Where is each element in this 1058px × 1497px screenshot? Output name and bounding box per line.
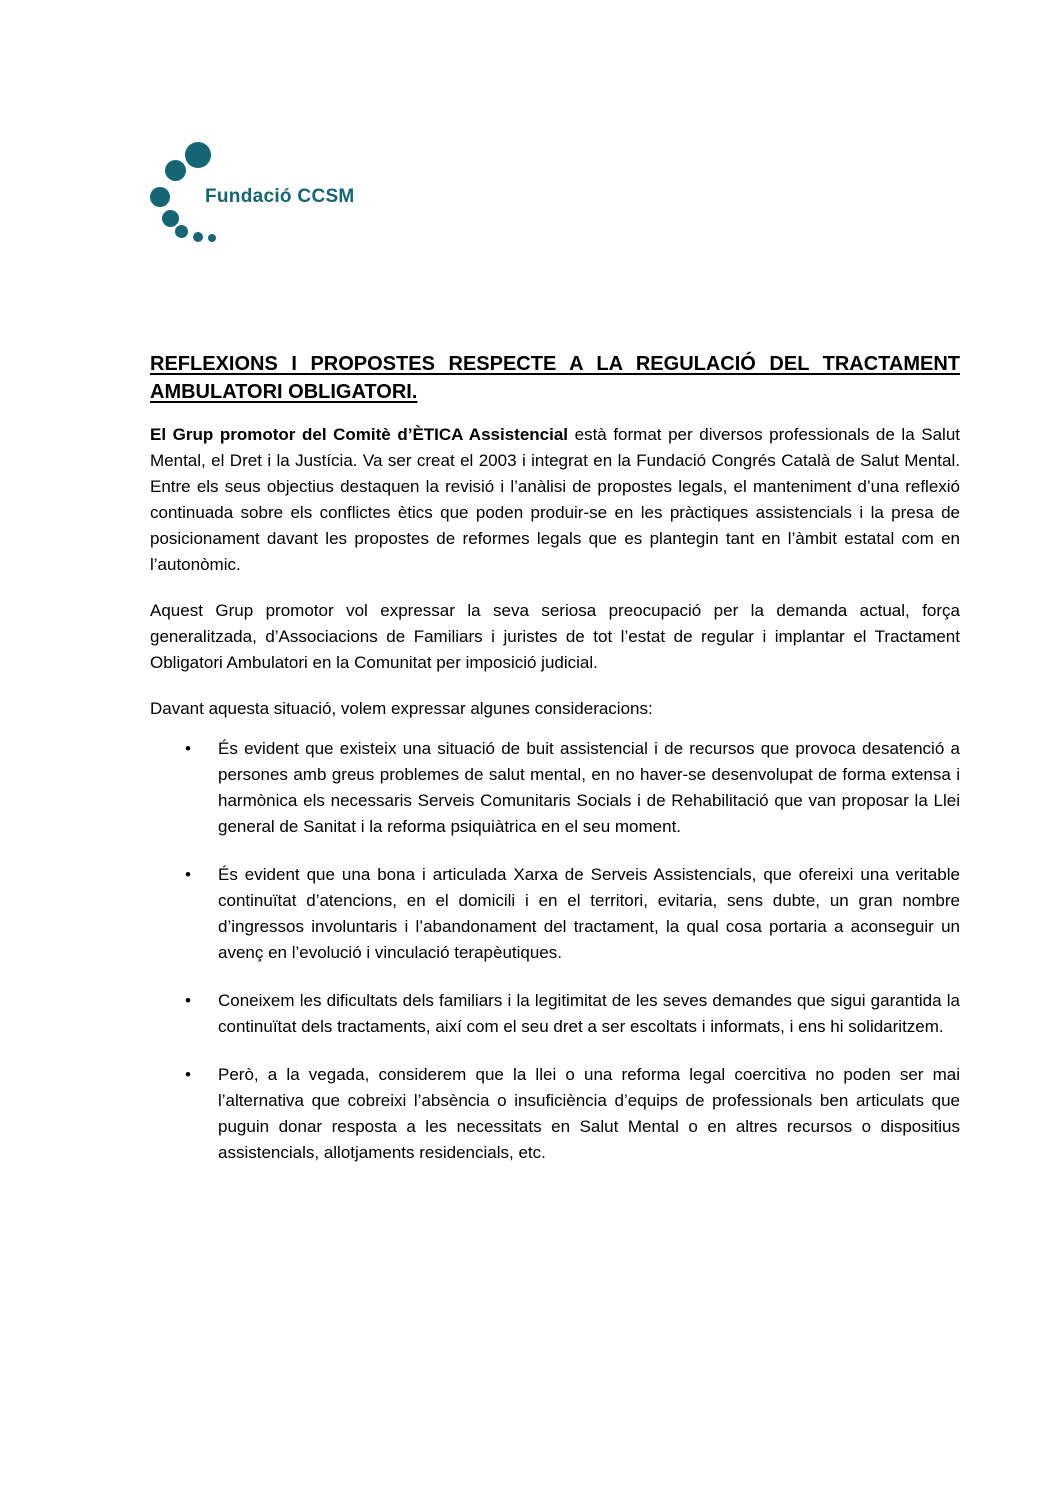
considerations-list [150,736,960,1166]
list-item [150,862,960,966]
logo-dot [165,160,186,181]
logo-dot [208,234,216,242]
bullet-icon: • [185,1065,191,1084]
logo-dot [175,225,188,238]
document-title: REFLEXIONS I PROPOSTES RESPECTE A LA REGULACIÓ DEL TRACTAMENT AMBULATORI OBLIGATORI. [150,353,960,403]
list-item-text: És evident que una bona i articulada Xarxa de Serveis Assistencials, que ofereixi una veritable continuïtat d’atencions, en el domicili i en el territori, evitaria, sens dubte, un gran nombre d’ingressos involuntaris i l’abandonament del tractament, la qual cosa portaria a aconseguir un avenç en l’evolució i vinculació terapèutiques. [218,865,960,962]
logo-wordmark: Fundació CCSM [205,186,355,207]
intro-paragraph-rest: està format per diversos professionals de la Salut Mental, el Dret i la Justícia. Va ser creat el 2003 i integrat en la Fundació Congrés Català de Salut Mental. Entre els seus objectius destaquen la revisió i l’anàlisi de propostes legals, el manteniment d’una reflexió continuada sobre els conflictes ètics que poden produir-se en les pràctiques assistencials i la presa de posicionament davant les propostes de reformes legals que es plantegin tant en l’àmbit estatal com en l’autonòmic. [150,425,960,574]
list-item [150,1062,960,1166]
list-item-text: És evident que existeix una situació de buit assistencial i de recursos que provoca desatenció a persones amb greus problemes de salut mental, en no haver-se desenvolupat de forma extensa i harmònica els necessaris Serveis Comunitaris Socials i de Rehabilitació que van proposar la Llei general de Sanitat i la reforma psiquiàtrica en el seu moment. [218,739,960,836]
fundacio-ccsm-logo [150,140,450,250]
bullet-icon: • [185,739,191,758]
bullet-icon: • [185,991,191,1010]
paragraph-concern: Aquest Grup promotor vol expressar la seva seriosa preocupació per la demanda actual, força generalitzada, d’Associacions de Familiars i juristes de tot l’estat de regular i implantar el Tractament Obligatori Ambulatori en la Comunitat per imposició judicial. [150,601,960,672]
logo-dot [162,210,179,227]
bullet-icon: • [185,865,191,884]
logo-dot [185,142,211,168]
list-item-text: Però, a la vegada, considerem que la llei o una reforma legal coercitiva no poden ser mai l’alternativa que cobreixi l’absència o insuficiència d’equips de professionals ben articulats que puguin donar resposta a les necessitats en Salut Mental o en altres recursos o dispositius assistencials, allotjaments residencials, etc. [218,1065,960,1162]
list-item-text: Coneixem les dificultats dels familiars i la legitimitat de les seves demandes que sigui garantida la continuïtat dels tractaments, així com el seu dret a ser escoltats i informats, i ens hi solidaritzem. [218,991,960,1036]
logo-dot [150,187,170,207]
logo-dot [193,232,203,242]
list-item [150,988,960,1040]
document-content [150,350,960,1166]
paragraph-considerations-intro: Davant aquesta situació, volem expressar algunes consideracions: [150,699,653,718]
intro-paragraph [150,422,960,578]
list-item [150,736,960,840]
intro-paragraph-lead: El Grup promotor del Comitè d’ÈTICA Assistencial [150,425,569,444]
